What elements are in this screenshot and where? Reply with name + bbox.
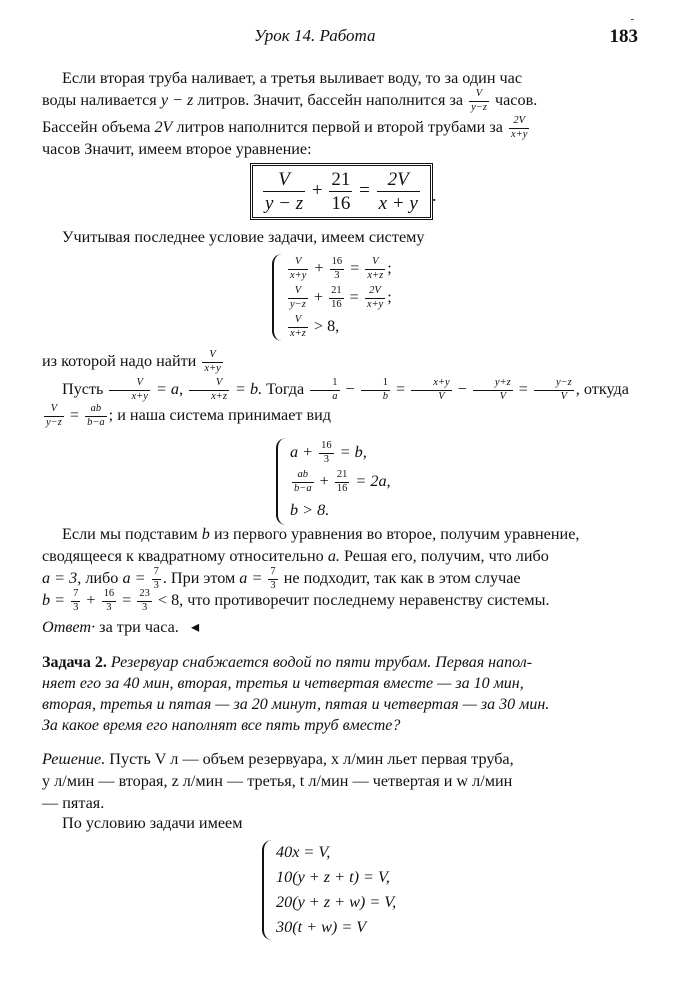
system-row: $\frac{ab}{b-a}$ + $\frac{21}{16}$ = 2a, (294, 469, 391, 494)
system-row: a + $\frac{16}{3}$ = b, (290, 440, 367, 465)
paragraph-1-line-2: воды наливается y − z литров. Значит, бассейн наполнится за $\frac{V}{y-z}$ часов. (42, 88, 538, 113)
answer-text: за три часа. (99, 618, 179, 636)
system-row: $\frac{V}{x+z}$ > 8, (290, 314, 340, 339)
end-mark: ◂ (190, 618, 200, 636)
paragraph-1-line-3: Бассейн объема 2V литров наполнится первой и второй трубами за $\frac{2V}{x+y}$ (42, 115, 528, 140)
system-1 (272, 254, 392, 341)
system-brace (276, 438, 288, 525)
system-row: $\frac{V}{x+y}$ + $\frac{16}{3}$ = $\frac{V}{x+z}$ ; (290, 256, 392, 281)
solution-line-2: y л/мин — вторая, z л/мин — третья, t л/мин — четвертая и w л/мин (42, 772, 513, 790)
paragraph-5: Если мы подставим b из первого уравнения во второе, получим уравнение, (62, 525, 580, 543)
page-header (0, 14, 680, 50)
task-2-line-4: За какое время его наполнят все пять труб вместе? (42, 717, 401, 734)
answer-label: Ответ· (42, 618, 96, 636)
system-2 (276, 438, 391, 525)
equation-period: . (432, 185, 437, 205)
task-2-line-3: вторая, третья и пятая — за 20 минут, пятая и четвертая — за 30 мин. (42, 696, 550, 713)
paragraph-5-line-3: a = 3, либо a = $\frac{7}{3}$ . При этом a = $\frac{7}{3}$ не подходит, так как в этом случае (42, 566, 521, 591)
system-row: $\frac{V}{y-z}$ + $\frac{21}{16}$ = $\frac{2V}{x+y}$ ; (290, 285, 392, 310)
paragraph-5-line-2: сводящееся к квадратному относительно a. Решая его, получим, что либо (42, 547, 549, 565)
paragraph-2: Учитывая последнее условие задачи, имеем систему (62, 228, 425, 246)
solution: Решение. Пусть V л — объем резервуара, x л/мин льет первая труба, (42, 750, 514, 768)
paragraph-5-line-4: b = $\frac{7}{3}$ + $\frac{16}{3}$ = $\frac{23}{3}$ < 8, что противоречит последнему неравенству системы. (42, 588, 550, 613)
system-row: 20(y + z + w) = V, (276, 893, 397, 911)
page-number: 183 (609, 26, 638, 47)
system-row: 40x = V, (276, 843, 331, 861)
fraction: $\frac{V}{y-z}$ (471, 88, 487, 113)
paragraph-4-line-2: $\frac{V}{y-z}$ = $\frac{ab}{b-a}$ ; и наша система принимает вид (46, 403, 332, 428)
system-row: 30(t + w) = V (276, 918, 367, 936)
paragraph-3: из которой надо найти $\frac{V}{x+y}$ (42, 349, 221, 374)
fraction: $\frac{2V}{x+y}$ (511, 115, 528, 140)
system-brace (262, 840, 274, 940)
boxed-equation: $\frac{V}{y - z}$ + $\frac{21}{16}$ = $\frac{2V}{x + y}$ (250, 163, 433, 220)
system-row: 10(y + z + t) = V, (276, 868, 390, 886)
task-label: Задача 2. (42, 654, 107, 671)
system-3 (262, 840, 396, 940)
task-2-line-2: няет его за 40 мин, вторая, третья и четвертая вместе — за 10 мин, (42, 675, 524, 692)
paragraph-6: По условию задачи имеем (62, 814, 243, 832)
corner-mark: - (630, 14, 634, 25)
paragraph-4: Пусть $\frac{V}{x+y}$ = a, $\frac{V}{x+z}$ = b. Тогда $\frac{1}{a}$ − $\frac{1}{b}$ = $\frac{x+y}{V}$ − $\frac{y+z}{V}$ = $\frac{y-z}{V}$ , откуда (62, 377, 629, 402)
task-2: Задача 2. Резервуар снабжается водой по пяти трубам. Первая напол- (42, 654, 533, 671)
system-row: b > 8. (290, 501, 330, 519)
solution-label: Решение. (42, 750, 106, 768)
system-brace (272, 254, 284, 341)
paragraph-1-line-4: часов Значит, имеем второе уравнение: (42, 140, 312, 158)
chapter-title: Урок 14. Работа (254, 26, 376, 45)
answer-line (42, 616, 642, 638)
solution-line-3: — пятая. (42, 794, 105, 812)
paragraph-1: Если вторая труба наливает, а третья выливает воду, то за один час (62, 69, 523, 87)
